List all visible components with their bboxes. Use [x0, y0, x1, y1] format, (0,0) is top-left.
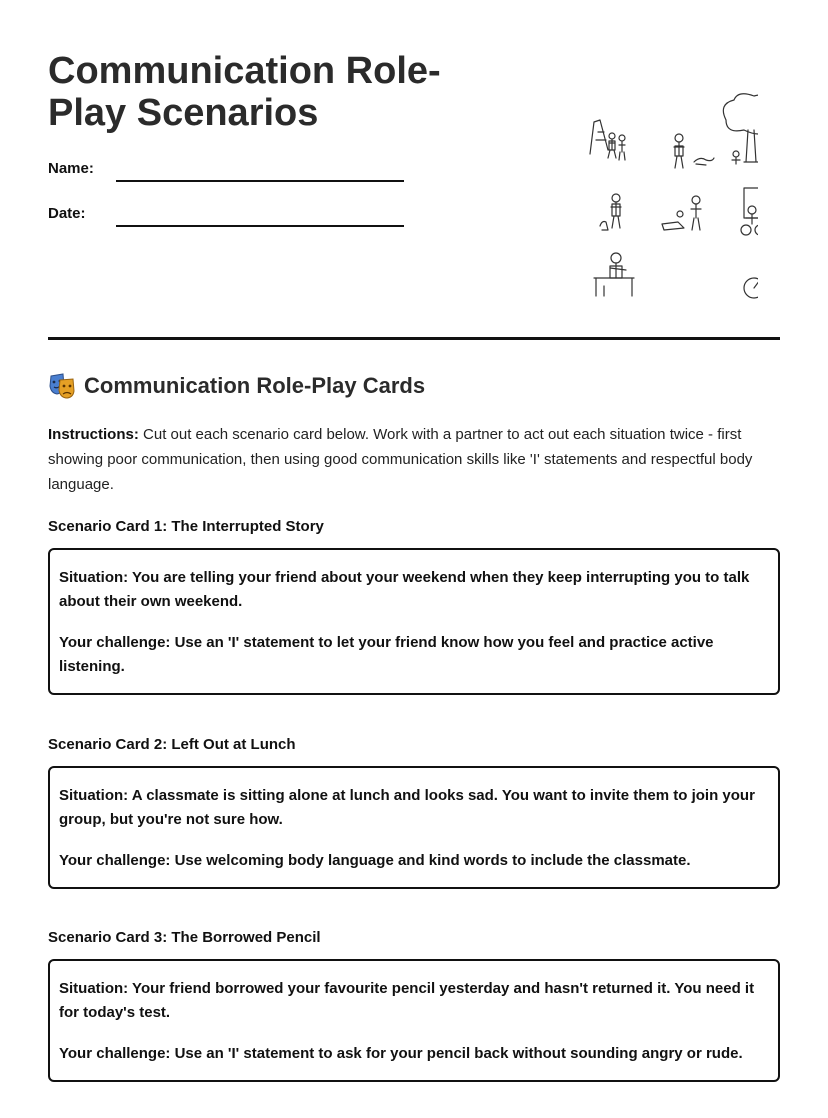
child-with-dog-drawing: [674, 134, 714, 168]
child-at-board-drawing: [741, 188, 758, 235]
name-field: [48, 158, 408, 182]
scenario-card-1: [48, 517, 780, 695]
playground-slide-drawing: [590, 120, 625, 160]
child-at-desk-drawing: [594, 253, 634, 296]
child-with-puppy-drawing: [600, 194, 621, 230]
scenario-card-heading: Scenario Card 3: The Borrowed Pencil: [48, 929, 321, 946]
situation-text: Situation: A classmate is sitting alone at lunch and looks sad. You want to invite them to join your group, but you're not sure how.: [59, 787, 755, 828]
scenario-card-heading: Scenario Card 1: The Interrupted Story: [48, 518, 324, 535]
children-playing-drawing: [662, 196, 701, 230]
worksheet-header: [48, 0, 780, 340]
instructions-text: Cut out each scenario card below. Work with a partner to act out each situation twice - first showing poor communication, then using good communication skills like 'I' statements and respectful body language.: [48, 426, 753, 493]
scenario-card-box: [48, 959, 780, 1082]
page-title: Communication Role-Play Scenarios: [48, 50, 441, 134]
child-on-bicycle-drawing: [744, 250, 758, 298]
date-label: Date:: [48, 205, 86, 222]
scenario-card-2: [48, 735, 780, 889]
scenario-card-3: [48, 928, 780, 1082]
date-write-line: [116, 225, 404, 227]
date-field: [48, 203, 408, 227]
challenge-text: Your challenge: Use welcoming body language and kind words to include the classmate.: [59, 852, 691, 869]
scenario-card-heading: Scenario Card 2: Left Out at Lunch: [48, 736, 296, 753]
challenge-text: Your challenge: Use an 'I' statement to let your friend know how you feel and practice active listening.: [59, 634, 714, 675]
section-divider: [48, 337, 780, 340]
situation-text: Situation: You are telling your friend about your weekend when they keep interrupting you to talk about their own weekend.: [59, 569, 750, 610]
tree-with-kids-drawing: [723, 94, 758, 164]
challenge-text: Your challenge: Use an 'I' statement to ask for your pencil back without sounding angry or rude.: [59, 1045, 743, 1062]
name-write-line: [116, 180, 404, 182]
scenario-card-box: [48, 548, 780, 695]
instructions-label: Instructions:: [48, 426, 139, 443]
scenario-card-box: [48, 766, 780, 889]
instructions-paragraph: [48, 422, 784, 497]
name-label: Name:: [48, 160, 94, 177]
section-title-text: Communication Role-Play Cards: [84, 373, 426, 398]
performing-arts-masks-icon: [48, 372, 76, 400]
situation-text: Situation: Your friend borrowed your favourite pencil yesterday and hasn't returned it. You need it for today's test.: [59, 980, 755, 1021]
section-heading: [48, 372, 425, 400]
children-activities-illustration: [538, 92, 758, 306]
